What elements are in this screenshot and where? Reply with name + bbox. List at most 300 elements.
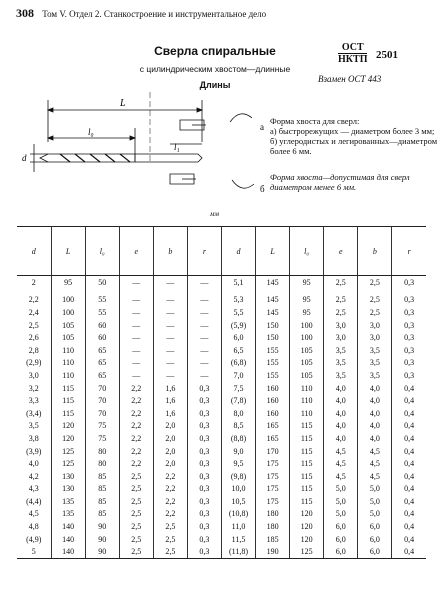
table-cell: 4,0 [358, 394, 392, 407]
column-header: L [256, 227, 290, 276]
table-cell: — [119, 344, 153, 357]
table-cell: 115 [290, 470, 324, 483]
table-cell: 6,0 [358, 533, 392, 546]
table-cell: 1,6 [153, 394, 187, 407]
table-row [17, 394, 426, 407]
table-cell: 2,5 [324, 276, 358, 289]
table-cell: 4,5 [324, 457, 358, 470]
column-header: e [324, 227, 358, 276]
table-cell: 4,3 [28, 484, 39, 494]
label-d: d [22, 153, 27, 163]
table-cell: 0,4 [392, 394, 426, 407]
table-cell: 0,4 [392, 495, 426, 508]
column-header: d [221, 227, 255, 276]
table-cell: 0,3 [187, 394, 221, 407]
column-header: L [51, 227, 85, 276]
table-cell: 160 [256, 382, 290, 395]
table-row [17, 483, 426, 496]
standard-number: 2501 [376, 49, 398, 61]
table-cell: 70 [85, 407, 119, 420]
standard-line-1: ОСТ [338, 42, 367, 54]
table-cell: (11,8) [221, 545, 255, 558]
table-cell: 0,3 [392, 344, 426, 357]
units-label: мм [210, 210, 219, 218]
table-cell: 3,5 [324, 344, 358, 357]
label-a: а [260, 122, 264, 132]
table-cell: 4,5 [324, 445, 358, 458]
tail-option-a: а) быстрорежущих — диаметром более 3 мм; [270, 126, 435, 136]
table-cell: 160 [256, 394, 290, 407]
column-header: l₀ [290, 227, 324, 276]
table-cell: 2,5 [358, 276, 392, 289]
table-cell: 4,0 [324, 420, 358, 433]
table-cell: 0,3 [392, 276, 426, 289]
table-row [17, 470, 426, 483]
label-l1: l₁ [174, 142, 180, 152]
table-cell: 60 [85, 331, 119, 344]
table-cell: 4,5 [358, 445, 392, 458]
page-number: 308 [16, 6, 34, 20]
table-row [17, 276, 426, 289]
table-cell: 75 [85, 420, 119, 433]
table-cell: 2,2 [153, 495, 187, 508]
table-cell: 4,5 [358, 457, 392, 470]
table-cell: 0,4 [392, 470, 426, 483]
table-cell: 100 [51, 289, 85, 307]
table-cell: 2,5 [358, 306, 392, 319]
table-cell: 2,5 [153, 545, 187, 558]
table-cell: 0,4 [392, 483, 426, 496]
table-cell: 125 [51, 457, 85, 470]
table-row [17, 319, 426, 332]
table-cell: 110 [51, 357, 85, 370]
table-cell: 140 [51, 533, 85, 546]
table-cell: 0,3 [392, 369, 426, 382]
table-cell: 120 [290, 508, 324, 521]
table-cell: 8,5 [221, 420, 255, 433]
table-cell: 2,5 [119, 470, 153, 483]
table-row [17, 369, 426, 382]
table-cell: 80 [85, 445, 119, 458]
table-cell: 7,0 [221, 369, 255, 382]
table-cell: (3,9) [26, 446, 42, 456]
table-cell: 160 [256, 407, 290, 420]
table-cell: 120 [290, 520, 324, 533]
table-cell: 180 [256, 508, 290, 521]
table-cell: 4,0 [28, 459, 39, 469]
table-cell: 5,1 [221, 276, 255, 289]
table-cell: 55 [85, 289, 119, 307]
table-cell: 0,3 [187, 407, 221, 420]
table-cell: 4,0 [324, 407, 358, 420]
table-cell: 95 [51, 276, 85, 289]
table-cell: (2,9) [26, 358, 42, 368]
table-cell: 4,0 [358, 432, 392, 445]
table-cell: 135 [51, 495, 85, 508]
table-cell: 95 [290, 276, 324, 289]
table-cell: 3,5 [28, 421, 39, 431]
table-cell: 6,0 [358, 545, 392, 558]
document-title: Сверла спиральные [154, 44, 276, 58]
table-cell: 60 [85, 319, 119, 332]
table-cell: 0,3 [187, 545, 221, 558]
table-cell: 0,3 [392, 306, 426, 319]
table-cell: 70 [85, 382, 119, 395]
table-cell: 165 [256, 420, 290, 433]
table-cell: — [119, 276, 153, 289]
table-cell: — [119, 331, 153, 344]
column-header: d [17, 227, 51, 276]
table-cell: 125 [51, 445, 85, 458]
table-cell: 3,2 [28, 383, 39, 393]
table-cell: 4,2 [28, 471, 39, 481]
table-cell: 0,3 [392, 289, 426, 307]
table-cell: 3,5 [358, 357, 392, 370]
table-cell: 3,0 [358, 331, 392, 344]
drill-drawing [20, 92, 270, 202]
table-cell: 2,0 [153, 457, 187, 470]
table-cell: 105 [290, 369, 324, 382]
table-header-row [17, 227, 426, 276]
table-cell: 150 [256, 319, 290, 332]
table-cell: 4,0 [358, 382, 392, 395]
table-cell: 120 [51, 420, 85, 433]
label-L: L [120, 98, 126, 109]
table-cell: 5 [17, 545, 51, 558]
table-cell: — [153, 289, 187, 307]
table-cell: 0,3 [187, 520, 221, 533]
table-cell: 4,5 [28, 509, 39, 519]
table-cell: 2,5 [358, 289, 392, 307]
table-cell: — [187, 289, 221, 307]
table-cell: 85 [85, 495, 119, 508]
table-cell: 90 [85, 520, 119, 533]
table-cell: 0,4 [392, 545, 426, 558]
table-cell: 1,6 [153, 407, 187, 420]
table-cell: 2,2 [119, 394, 153, 407]
table-cell: 6,0 [358, 520, 392, 533]
table-cell: — [187, 357, 221, 370]
table-cell: 0,3 [187, 533, 221, 546]
standard-designation [338, 42, 398, 65]
table-cell: 105 [290, 344, 324, 357]
running-header [16, 6, 436, 21]
table-cell: 2,5 [119, 533, 153, 546]
table-cell: — [153, 319, 187, 332]
table-cell: (4,4) [26, 496, 42, 506]
table-cell: 5,0 [324, 495, 358, 508]
label-l0: l₀ [88, 127, 94, 137]
table-cell: — [119, 319, 153, 332]
table-cell: 0,4 [392, 457, 426, 470]
table-cell: 0,3 [187, 495, 221, 508]
table-cell: 10,5 [221, 495, 255, 508]
table-cell: (7,8) [221, 394, 255, 407]
table-cell: 2,5 [119, 520, 153, 533]
table-cell: 4,0 [324, 394, 358, 407]
table-cell: 2,2 [119, 407, 153, 420]
table-cell: 3,5 [358, 344, 392, 357]
table-cell: 100 [51, 306, 85, 319]
running-title: Том V. Отдел 2. Станкостроение и инструментальное дело [42, 9, 267, 19]
table-cell: 2,2 [119, 420, 153, 433]
table-cell: (5,9) [221, 319, 255, 332]
table-cell: — [187, 344, 221, 357]
table-cell: 115 [51, 394, 85, 407]
table-cell: (3,4) [26, 408, 42, 418]
table-cell: 0,4 [392, 533, 426, 546]
tail-allowed-note: Форма хвоста—допустимая для сверл диаметром менее 6 мм. [270, 172, 410, 192]
table-cell: 130 [51, 483, 85, 496]
table-cell: — [119, 289, 153, 307]
table-row [17, 306, 426, 319]
table-cell: 4,5 [358, 470, 392, 483]
table-cell: 140 [51, 545, 85, 558]
table-cell: 8,0 [221, 407, 255, 420]
table-cell: 115 [290, 420, 324, 433]
table-cell: 3,0 [358, 319, 392, 332]
table-cell: 2,2 [153, 470, 187, 483]
column-header: r [187, 227, 221, 276]
table-row [17, 495, 426, 508]
table-cell: — [153, 276, 187, 289]
column-header: b [358, 227, 392, 276]
table-cell: 55 [85, 306, 119, 319]
table-cell: 85 [85, 483, 119, 496]
table-cell: 5,0 [358, 495, 392, 508]
table-cell: 2,5 [119, 483, 153, 496]
table-cell: 100 [290, 319, 324, 332]
table-cell: 2 [31, 277, 36, 287]
table-cell: — [187, 276, 221, 289]
table-cell: 115 [51, 382, 85, 395]
table-cell: 4,0 [358, 420, 392, 433]
table-cell: 2,2 [119, 457, 153, 470]
table-cell: 180 [256, 520, 290, 533]
column-header: l₀ [85, 227, 119, 276]
table-cell: 2,5 [324, 306, 358, 319]
table-row [17, 545, 426, 558]
table-cell: (8,8) [221, 432, 255, 445]
table-cell: 175 [256, 470, 290, 483]
table-cell: 50 [85, 276, 119, 289]
dimensions-table [17, 226, 426, 559]
table-cell: 9,5 [221, 457, 255, 470]
table-cell: 2,2 [153, 483, 187, 496]
table-cell: 150 [256, 331, 290, 344]
table-cell: 185 [256, 533, 290, 546]
label-b: б [260, 184, 265, 194]
table-cell: (4,9) [26, 534, 42, 544]
table-cell: 85 [85, 470, 119, 483]
table-row [17, 289, 426, 307]
table-cell: 9,0 [221, 445, 255, 458]
table-cell: 0,3 [187, 470, 221, 483]
table-cell: 2,5 [119, 508, 153, 521]
table-cell: 0,3 [187, 382, 221, 395]
table-cell: 0,3 [187, 457, 221, 470]
table-cell: 110 [290, 407, 324, 420]
table-cell: 2,2 [119, 382, 153, 395]
table-cell: — [153, 369, 187, 382]
table-row [17, 407, 426, 420]
table-cell: 170 [256, 445, 290, 458]
column-header: b [153, 227, 187, 276]
table-cell: 5,5 [221, 306, 255, 319]
table-cell: 130 [51, 470, 85, 483]
table-cell: 80 [85, 457, 119, 470]
table-cell: 10,0 [221, 483, 255, 496]
table-row [17, 520, 426, 533]
table-cell: 85 [85, 508, 119, 521]
table-cell: 11,0 [221, 520, 255, 533]
table-cell: 0,4 [392, 520, 426, 533]
table-cell: 105 [51, 331, 85, 344]
table-cell: 145 [256, 289, 290, 307]
table-cell: 11,5 [221, 533, 255, 546]
table-cell: 140 [51, 520, 85, 533]
table-row [17, 344, 426, 357]
table-cell: — [187, 306, 221, 319]
table-cell: 6,0 [324, 533, 358, 546]
section-title: Длины [199, 80, 231, 90]
table-cell: 4,0 [324, 432, 358, 445]
column-header: e [119, 227, 153, 276]
table-cell: 70 [85, 394, 119, 407]
table-cell: 0,3 [187, 483, 221, 496]
table-cell: 0,4 [392, 420, 426, 433]
table-cell: 125 [290, 545, 324, 558]
table-cell: 145 [256, 306, 290, 319]
table-cell: 6,0 [324, 520, 358, 533]
table-cell: — [153, 344, 187, 357]
table-cell: 2,0 [153, 432, 187, 445]
table-cell: — [119, 369, 153, 382]
table-cell: 175 [256, 483, 290, 496]
table-cell: 2,5 [153, 533, 187, 546]
table-cell: 6,0 [221, 331, 255, 344]
table-cell: 2,2 [119, 432, 153, 445]
table-cell: 115 [290, 495, 324, 508]
table-cell: 115 [51, 407, 85, 420]
table-cell: 90 [85, 533, 119, 546]
table-cell: 95 [290, 306, 324, 319]
table-cell: 95 [290, 289, 324, 307]
table-cell: 3,3 [28, 396, 39, 406]
table-cell: 110 [290, 394, 324, 407]
table-cell: 100 [290, 331, 324, 344]
table-cell: — [187, 331, 221, 344]
table-cell: 2,6 [28, 333, 39, 343]
table-cell: 0,3 [187, 508, 221, 521]
table-cell: 6,5 [221, 344, 255, 357]
table-cell: 0,4 [392, 432, 426, 445]
table-cell: (10,8) [221, 508, 255, 521]
table-cell: 0,3 [187, 420, 221, 433]
table-cell: 175 [256, 495, 290, 508]
table-cell: 2,5 [119, 495, 153, 508]
table-cell: 0,3 [392, 331, 426, 344]
table-cell: 3,5 [358, 369, 392, 382]
table-cell: 5,0 [358, 508, 392, 521]
table-cell: — [187, 369, 221, 382]
table-cell: 3,0 [324, 331, 358, 344]
table-cell: 5,0 [358, 483, 392, 496]
table-row [17, 382, 426, 395]
table-cell: 2,0 [153, 420, 187, 433]
table-cell: 0,3 [187, 445, 221, 458]
table-cell: 145 [256, 276, 290, 289]
table-cell: 1,6 [153, 382, 187, 395]
table-cell: 2,5 [28, 320, 39, 330]
table-cell: — [119, 306, 153, 319]
table-cell: (9,8) [221, 470, 255, 483]
table-cell: 65 [85, 357, 119, 370]
table-cell: 190 [256, 545, 290, 558]
table-cell: 135 [51, 508, 85, 521]
table-cell: 2,8 [28, 345, 39, 355]
table-body [17, 276, 426, 559]
table-cell: 105 [51, 319, 85, 332]
table-cell: 2,5 [153, 520, 187, 533]
table-cell: 2,2 [119, 445, 153, 458]
table-cell: 7,5 [221, 382, 255, 395]
table-cell: 65 [85, 344, 119, 357]
table-cell: 3,0 [324, 319, 358, 332]
tail-heading: Форма хвоста для сверл: [270, 116, 360, 126]
table-row [17, 533, 426, 546]
table-cell: — [153, 306, 187, 319]
table-cell: 0,3 [392, 357, 426, 370]
table-cell: 2,5 [119, 545, 153, 558]
table-cell: 0,4 [392, 407, 426, 420]
table-cell: 165 [256, 432, 290, 445]
table-cell: 0,3 [392, 319, 426, 332]
table-cell: 6,0 [324, 545, 358, 558]
table-cell: 0,3 [187, 432, 221, 445]
table-cell: 2,4 [28, 307, 39, 317]
table-cell: — [153, 357, 187, 370]
table-cell: (6,8) [221, 357, 255, 370]
table-row [17, 508, 426, 521]
table-cell: 0,4 [392, 445, 426, 458]
table-cell: 5,3 [221, 289, 255, 307]
tail-form-note [270, 116, 438, 156]
table-cell: 120 [51, 432, 85, 445]
table-cell: 4,0 [324, 382, 358, 395]
table-row [17, 420, 426, 433]
tail-option-b: б) углеродистых и легированных—диаметром более 6 мм. [270, 136, 438, 156]
table-row [17, 357, 426, 370]
standard-line-2: НКТП [338, 54, 368, 65]
table-cell: 155 [256, 369, 290, 382]
table-cell: 0,4 [392, 508, 426, 521]
table-cell: 105 [290, 357, 324, 370]
table-cell: 3,0 [28, 370, 39, 380]
table-cell: 4,8 [28, 522, 39, 532]
table-cell: — [119, 357, 153, 370]
table-cell: 3,5 [324, 357, 358, 370]
table-cell: 5,0 [324, 508, 358, 521]
table-cell: 0,4 [392, 382, 426, 395]
table-cell: 110 [51, 369, 85, 382]
replaces-standard: Взамен ОСТ 443 [318, 74, 382, 84]
table-cell: 175 [256, 457, 290, 470]
table-row [17, 331, 426, 344]
table-cell: 120 [290, 533, 324, 546]
table-row [17, 457, 426, 470]
table-cell: 4,0 [358, 407, 392, 420]
